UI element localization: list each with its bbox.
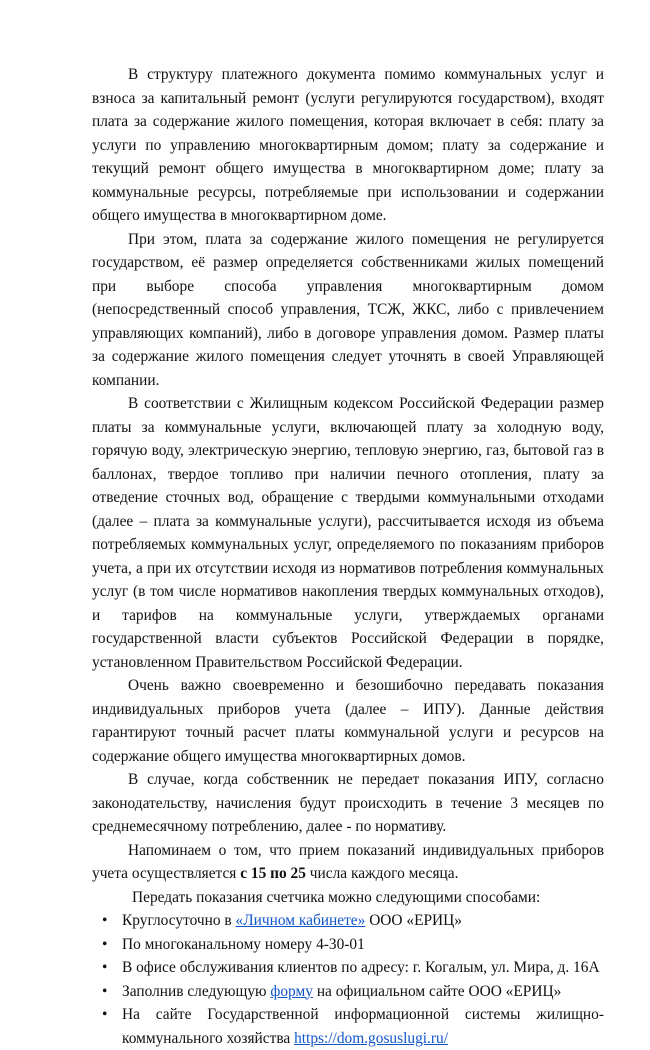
method-personal-account bbox=[92, 909, 604, 933]
paragraph-structure: В структуру платежного документа помимо коммунальных услуг и взноса за капитальный ремонт (услуги регулируются государством), входят плата за содержание жилого помещения, которая включает в себя: плату за услуги по управлению многоквартирным домом; плату за содержание и текущий ремонт общего имущества в многоквартирном доме; плату за коммунальные ресурсы, потребляемые при использовании и содержании общего имущества в многоквартирном доме. bbox=[92, 66, 604, 224]
bullet-icon: • bbox=[102, 1006, 108, 1023]
reminder-text: Напоминаем о том, что прием показаний индивидуальных приборов учета осуществляется bbox=[92, 841, 604, 882]
method-text: ООО «ЕРИЦ» bbox=[365, 912, 462, 929]
bullet-icon: • bbox=[102, 982, 108, 1000]
method-text: Круглосуточно в bbox=[122, 912, 236, 929]
paragraph-housing-code: В соответствии с Жилищным кодексом Российской Федерации размер платы за коммунальные услуги, включающей плату за холодную воду, горячую воду, электрическую энергию, тепловую энергию, газ, бытовой газ в баллонах, твердое топливо при наличии печного отопления, плату за отведение сточных вод, обращение с твердыми коммунальными отходами (далее – плата за коммунальные услуги), рассчитывается исходя из объема потребляемых коммунальных услуг, определяемого по показаниям приборов учета, а при их отсутствии исходя из нормативов потребления коммунальных услуг (в том числе нормативов накопления твердых коммунальных отходов), и тарифов на коммунальные услуги, утверждаемых органами государственной власти субъектов Российской Федерации в порядке, установленном Правительством Российской Федерации. bbox=[92, 395, 604, 671]
method-text: На сайте Государственной информационной системы жилищно-коммунального хозяйства bbox=[122, 1006, 604, 1047]
bullet-icon: • bbox=[102, 935, 108, 953]
method-office bbox=[92, 956, 604, 980]
method-text: на официальном сайте ООО «ЕРИЦ» bbox=[312, 982, 562, 1000]
method-phone bbox=[92, 933, 604, 957]
gosuslugi-link[interactable]: https://dom.gosuslugi.ru/ bbox=[294, 1029, 448, 1047]
paragraph-reminder bbox=[92, 839, 604, 886]
methods-intro: Передать показания счетчика можно следующими способами: bbox=[132, 888, 541, 906]
method-web-form bbox=[92, 980, 604, 1004]
paragraph-no-readings: В случае, когда собственник не передает показания ИПУ, согласно законодательству, начисления будут происходить в течение 3 месяцев по среднемесячному потреблению, далее - по нормативу. bbox=[92, 771, 604, 835]
methods-list bbox=[92, 909, 604, 1050]
document-body bbox=[92, 63, 604, 1050]
reminder-dates: с 15 по 25 bbox=[240, 865, 306, 882]
paragraph-maintenance-fee: При этом, плата за содержание жилого помещения не регулируется государством, её размер определяется собственниками жилых помещений при выборе способа управления многоквартирным домом (непосредственный способ управления, ТСЖ, ЖКС, либо с привлечением управляющих компаний), либо в договоре управления домом. Размер платы за содержание жилого помещения следует уточнять в своей Управляющей компании. bbox=[92, 230, 604, 389]
bullet-icon: • bbox=[102, 959, 108, 976]
paragraph-meter-readings: Очень важно своевременно и безошибочно передавать показания индивидуальных приборов учета (далее – ИПУ). Данные действия гарантируют точный расчет платы коммунальной услуги и ресурсов на содержание общего имущества многоквартирных домов. bbox=[92, 677, 604, 765]
personal-account-link[interactable]: «Личном кабинете» bbox=[235, 912, 366, 929]
method-text: Заполнив следующую bbox=[122, 982, 271, 1000]
method-text: В офисе обслуживания клиентов по адресу: г. Когалым, ул. Мира, д. 16А bbox=[122, 959, 600, 976]
form-link[interactable]: форму bbox=[270, 982, 313, 1000]
method-text: По многоканальному номеру 4-30-01 bbox=[122, 935, 365, 953]
method-gis-portal bbox=[92, 1003, 604, 1050]
bullet-icon: • bbox=[102, 912, 108, 929]
reminder-suffix: числа каждого месяца. bbox=[305, 865, 459, 882]
